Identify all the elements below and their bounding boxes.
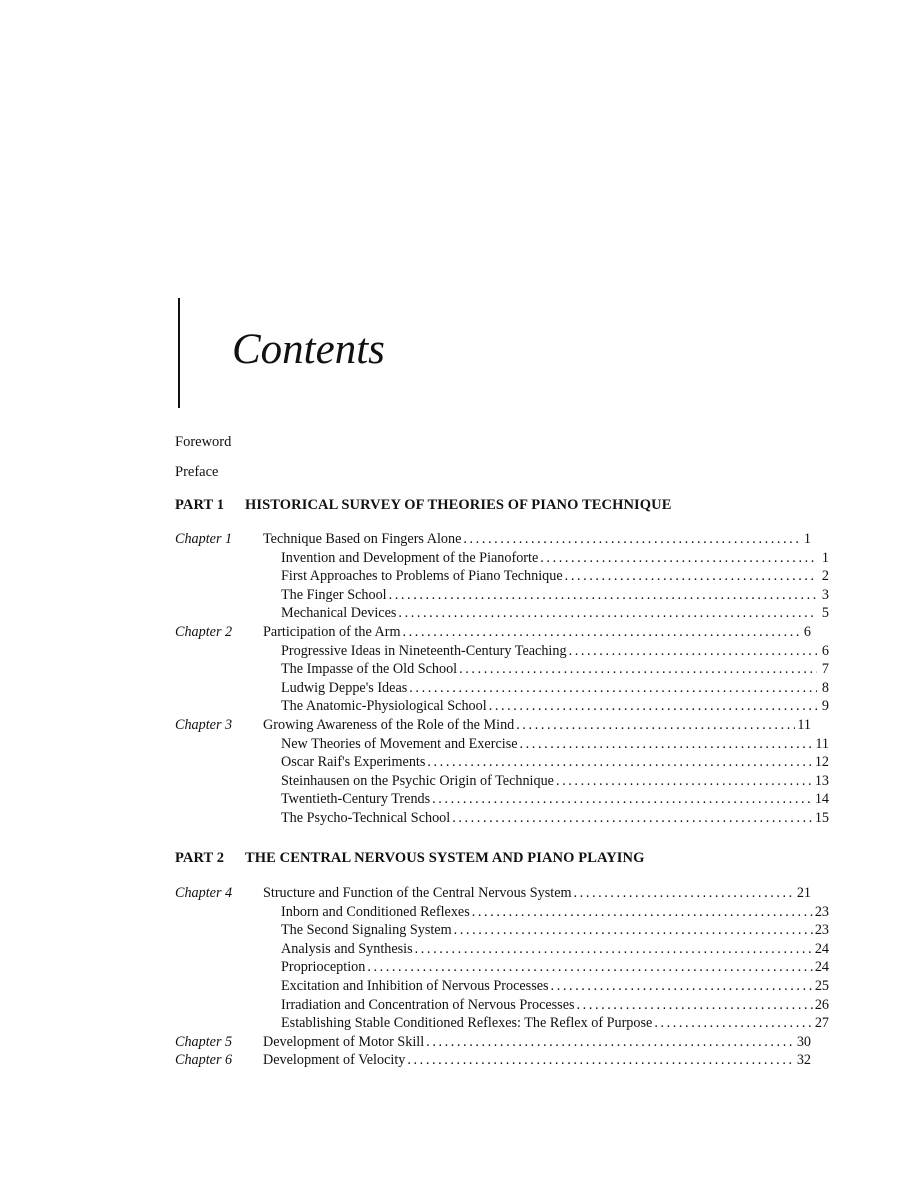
dot-leader xyxy=(556,772,813,791)
page-number: 26 xyxy=(814,996,829,1013)
toc-entry-title: Oscar Raif's Experiments xyxy=(281,754,426,771)
dot-leader xyxy=(654,1014,812,1033)
toc-entry[interactable] xyxy=(175,735,829,754)
chapter-label: Chapter 5 xyxy=(175,1033,233,1050)
toc-entry-title: Participation of the Arm xyxy=(263,623,401,640)
page-number: 13 xyxy=(814,772,829,789)
page-number: 15 xyxy=(814,809,829,826)
toc-entry-title: Establishing Stable Conditioned Reflexes: The Reflex of Purpose xyxy=(281,1015,653,1032)
page-number: 3 xyxy=(821,586,829,603)
dot-leader xyxy=(569,642,817,661)
dot-leader xyxy=(577,996,813,1015)
dot-leader xyxy=(432,790,813,809)
page-number: 1 xyxy=(821,549,829,566)
page-number: 30 xyxy=(796,1033,811,1050)
dot-leader xyxy=(403,623,799,642)
toc-entry-title: Twentieth-Century Trends xyxy=(281,791,431,808)
page-title: Contents xyxy=(232,326,385,373)
part-heading xyxy=(175,496,672,514)
toc-part-2-list xyxy=(175,884,829,1070)
dot-leader xyxy=(472,903,813,922)
dot-leader xyxy=(409,679,817,698)
page-number: 24 xyxy=(814,940,829,957)
toc-entry-title: Irradiation and Concentration of Nervous Processes xyxy=(281,996,575,1013)
toc-entry-title: The Finger School xyxy=(281,586,387,603)
dot-leader xyxy=(415,940,813,959)
toc-entry-title: The Psycho-Technical School xyxy=(281,809,451,826)
page-number: 11 xyxy=(815,735,829,752)
toc-entry-title: Development of Velocity xyxy=(263,1052,406,1069)
page-number: 23 xyxy=(814,922,829,939)
page-number: 6 xyxy=(803,623,811,640)
toc-entry[interactable] xyxy=(175,921,829,940)
page-number: 1 xyxy=(803,531,811,547)
toc-entry[interactable] xyxy=(175,1014,829,1033)
toc-entry[interactable] xyxy=(175,884,811,903)
toc-entry-title: The Second Signaling System xyxy=(281,922,452,939)
page-number: 14 xyxy=(814,791,829,808)
chapter-label: Chapter 2 xyxy=(175,623,233,640)
dot-leader xyxy=(459,660,817,679)
page-number: 27 xyxy=(814,1015,829,1032)
dot-leader xyxy=(540,549,817,568)
dot-leader xyxy=(398,604,817,623)
page-number: 23 xyxy=(814,903,829,920)
dot-leader xyxy=(574,884,795,903)
toc-entry-title: Ludwig Deppe's Ideas xyxy=(281,679,408,696)
page-number: 7 xyxy=(821,661,829,678)
dot-leader xyxy=(489,697,817,716)
chapter-label: Chapter 4 xyxy=(175,885,233,901)
chapter-label: Chapter 1 xyxy=(175,531,233,547)
dot-leader xyxy=(389,586,817,605)
dot-leader xyxy=(407,1051,794,1070)
toc-entry[interactable] xyxy=(175,679,829,698)
toc-entry-title: Excitation and Inhibition of Nervous Processes xyxy=(281,977,549,994)
toc-entry[interactable] xyxy=(175,586,829,605)
toc-entry[interactable] xyxy=(175,716,811,735)
part-label: PART 2 xyxy=(175,850,225,866)
page-number: 5 xyxy=(821,605,829,622)
toc-entry-title: First Approaches to Problems of Piano Technique xyxy=(281,568,563,585)
part-title: HISTORICAL SURVEY OF THEORIES OF PIANO TECHNIQUE xyxy=(245,497,672,513)
toc-entry-title: Invention and Development of the Pianoforte xyxy=(281,549,539,566)
toc-entry[interactable] xyxy=(175,977,829,996)
toc-entry[interactable] xyxy=(175,642,829,661)
toc-entry[interactable] xyxy=(175,790,829,809)
front-matter-foreword[interactable]: Foreword xyxy=(175,434,232,450)
toc-entry-title: Structure and Function of the Central Nervous System xyxy=(263,885,572,901)
toc-entry-title: Analysis and Synthesis xyxy=(281,940,413,957)
chapter-label: Chapter 6 xyxy=(175,1052,233,1069)
toc-entry[interactable] xyxy=(175,697,829,716)
decorative-vertical-rule xyxy=(178,298,180,408)
toc-entry-title: The Impasse of the Old School xyxy=(281,661,458,678)
part-title: THE CENTRAL NERVOUS SYSTEM AND PIANO PLAYING xyxy=(245,850,645,866)
toc-entry-title: Steinhausen on the Psychic Origin of Technique xyxy=(281,772,554,789)
front-matter-preface[interactable]: Preface xyxy=(175,464,219,480)
toc-entry[interactable] xyxy=(175,530,811,549)
toc-entry-title: Development of Motor Skill xyxy=(263,1033,425,1050)
toc-entry[interactable] xyxy=(175,604,829,623)
dot-leader xyxy=(367,958,812,977)
dot-leader xyxy=(454,921,813,940)
page-number: 6 xyxy=(821,642,829,659)
page-number: 11 xyxy=(797,716,811,733)
toc-part-1-list xyxy=(175,530,829,828)
dot-leader xyxy=(516,716,795,735)
toc-entry-title: Inborn and Conditioned Reflexes xyxy=(281,903,470,920)
toc-entry-title: Progressive Ideas in Nineteenth-Century Teaching xyxy=(281,642,567,659)
toc-entry-title: The Anatomic-Physiological School xyxy=(281,698,487,715)
toc-entry[interactable] xyxy=(175,903,829,922)
toc-entry-title: Proprioception xyxy=(281,959,366,976)
part-label: PART 1 xyxy=(175,497,225,513)
page-number: 12 xyxy=(814,754,829,771)
dot-leader xyxy=(520,735,814,754)
toc-entry[interactable] xyxy=(175,549,829,568)
dot-leader xyxy=(463,530,799,549)
dot-leader xyxy=(427,753,812,772)
page-number: 9 xyxy=(821,698,829,715)
page-number: 24 xyxy=(814,959,829,976)
page-number: 2 xyxy=(821,568,829,585)
dot-leader xyxy=(452,809,813,828)
page-number: 32 xyxy=(796,1052,811,1069)
dot-leader xyxy=(565,567,817,586)
page-number: 21 xyxy=(796,885,811,901)
page-number: 8 xyxy=(821,679,829,696)
page-number: 25 xyxy=(814,977,829,994)
dot-leader xyxy=(426,1033,795,1052)
toc-entry-title: Technique Based on Fingers Alone xyxy=(263,531,462,547)
toc-entry-title: Mechanical Devices xyxy=(281,605,397,622)
toc-entry[interactable] xyxy=(175,772,829,791)
dot-leader xyxy=(551,977,813,996)
toc-entry[interactable] xyxy=(175,958,829,977)
toc-entry[interactable] xyxy=(175,660,829,679)
toc-entry[interactable] xyxy=(175,753,829,772)
toc-entry[interactable] xyxy=(175,1033,811,1052)
part-heading xyxy=(175,849,644,867)
toc-entry[interactable] xyxy=(175,1051,811,1070)
toc-entry[interactable] xyxy=(175,940,829,959)
toc-entry[interactable] xyxy=(175,996,829,1015)
toc-entry[interactable] xyxy=(175,623,811,642)
toc-entry-title: Growing Awareness of the Role of the Mind xyxy=(263,716,515,733)
toc-entry[interactable] xyxy=(175,809,829,828)
chapter-label: Chapter 3 xyxy=(175,716,233,733)
toc-entry-title: New Theories of Movement and Exercise xyxy=(281,735,518,752)
toc-entry[interactable] xyxy=(175,567,829,586)
